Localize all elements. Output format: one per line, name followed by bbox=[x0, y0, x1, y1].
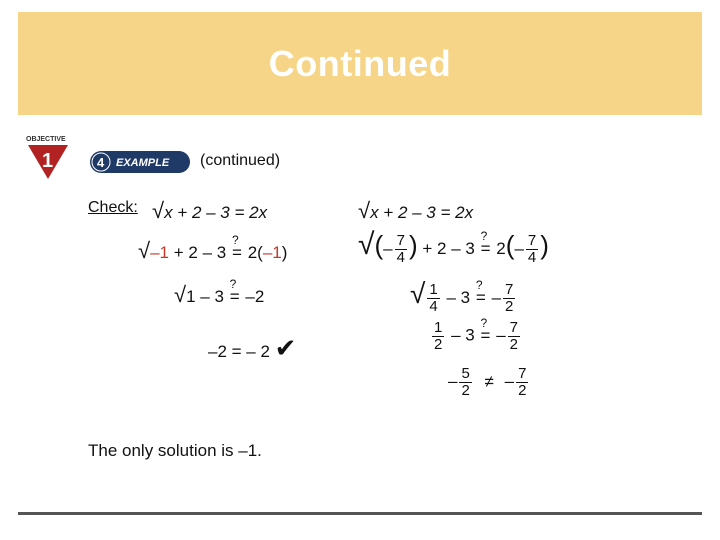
right-equation-4: $\frac{1}{2}$ – 3 ? = – $\frac{7}{2}$ bbox=[434, 315, 518, 353]
footer-divider bbox=[18, 512, 702, 515]
slide-title: Continued bbox=[268, 42, 452, 84]
right-equation-3: √ $\frac{1}{4}$ – 3 ? = – $\frac{7}{2}$ bbox=[410, 278, 514, 316]
continued-label: (continued) bbox=[200, 152, 281, 169]
check-label: Check: bbox=[88, 199, 138, 216]
left-equation-1: √x + 2 – 3 = 2x bbox=[152, 198, 268, 223]
right-equation-2: √(– $\frac{7}{4}$ ) + 2 – 3 ? = 2(– $\frac{7}{4}$ ) bbox=[358, 228, 549, 267]
example-number: 4 bbox=[97, 155, 105, 170]
left-equation-3: √1 – 3 ? = –2 bbox=[174, 277, 265, 307]
right-equation-5: – $\frac{5}{2}$ ≠ – $\frac{7}{2}$ bbox=[448, 365, 527, 399]
objective-number: 1 bbox=[42, 150, 54, 172]
title-banner bbox=[18, 12, 702, 115]
solution-statement: The only solution is –1. bbox=[88, 441, 262, 460]
checkmark-icon: ✔ bbox=[274, 333, 297, 363]
left-equation-2: √–1 + 2 – 3 ? = 2(–1) bbox=[138, 233, 288, 263]
objective-label: OBJECTIVE bbox=[26, 136, 66, 143]
example-label: EXAMPLE bbox=[116, 157, 170, 169]
left-equation-4: –2 = – 2 ✔ bbox=[208, 333, 297, 363]
objective-1-icon bbox=[24, 133, 76, 181]
example-4-badge bbox=[90, 151, 190, 173]
right-equation-1: √x + 2 – 3 = 2x bbox=[358, 198, 474, 223]
